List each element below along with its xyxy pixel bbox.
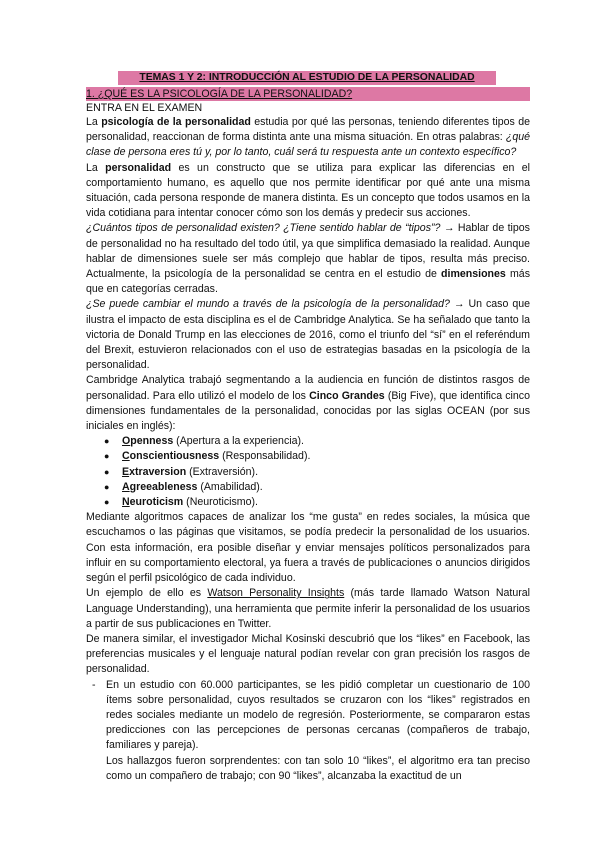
trait-initial: O [122, 435, 131, 448]
text: Un ejemplo de ello es [86, 587, 208, 600]
bold-term: dimensiones [441, 268, 506, 281]
trait-initial: E [122, 465, 130, 478]
paragraph-watson [86, 586, 530, 632]
italic-question: ¿Se puede cambiar el mundo a través de la psicología de la personalidad? [86, 298, 450, 311]
page-content [86, 71, 530, 784]
trait-initial: A [122, 480, 130, 493]
trait-name: penness [130, 435, 174, 448]
trait-note: (Amabilidad). [197, 480, 263, 493]
paragraph-definition [86, 115, 530, 161]
document-title: TEMAS 1 Y 2: INTRODUCCIÓN AL ESTUDIO DE LA PERSONALIDAD [118, 71, 496, 85]
study-description: En un estudio con 60.000 participantes, se les pidió completar un cuestionario de 100 ítems sobre personalidad, cuyos resultados se cruzaron con los “likes” registrados en redes sociales mediante un modelo de regresión. Posteriormente, se compararon estas predicciones con las percepciones de personas cercanas (compañeros de trabajo, familiares y pareja). [106, 678, 530, 752]
bold-term: Cinco Grandes [309, 389, 385, 402]
italic-question: ¿Cuántos tipos de personalidad existen? ¿Tiene sentido hablar de “tipos”? [86, 222, 441, 235]
list-item [86, 495, 530, 510]
dash-list-item [86, 678, 530, 784]
big-five-list [86, 434, 530, 510]
trait-name: xtraversion [129, 465, 187, 478]
trait-name: greeableness [129, 480, 198, 493]
study-findings: Los hallazgos fueron sorprendentes: con tan solo 10 “likes”, el algoritmo era tan preciso como un compañero de trabajo; con 90 “likes”, alcanzaba la exactitud de un [106, 754, 530, 782]
text: → Un caso que ilustra el impacto de esta disciplina es el de Cambridge Analytica. Se ha señalado que tanto la victoria de Donald Trump en las elecciones de 2016, como el triunfo del “sí” en el referéndum del Brexit, estuvieron relacionados con el uso de estrategias basadas en la psicología de la personalidad. [86, 298, 530, 372]
text: (Big Five), que identifica cinco dimensiones fundamentales de la personalidad, conocidas por las siglas OCEAN (por sus iniciales en inglés): [86, 389, 530, 433]
trait-initial: C [122, 450, 130, 463]
text: (más tarde llamado Watson Natural Language Understanding), una herramienta que permite inferir la personalidad de los usuarios a partir de sus publicaciones en Twitter. [86, 587, 530, 630]
watson-link[interactable]: Watson Personality Insights [207, 587, 345, 600]
trait-initial: N [122, 496, 130, 509]
text: La [86, 161, 106, 174]
paragraph-segmentation [86, 373, 530, 434]
trait-note: (Neuroticismo). [183, 496, 258, 509]
italic-question: ¿qué clase de persona eres tú y, por lo tanto, cuál será tu respuesta ante un contexto específico? [86, 131, 530, 159]
trait-note: (Apertura a la experiencia). [173, 435, 304, 448]
text: La [86, 116, 102, 128]
list-item [86, 465, 530, 480]
text: → Hablar de tipos de personalidad no ha resultado del todo útil, ya que simplifica demasiado la realidad. Aunque hablar de dimensiones suele ser más complejo que hablar de tipos, resulta más preciso. Actualmente, la psicología de la personalidad se centra en el estudio de [86, 222, 530, 281]
text: más que en categorías cerradas. [86, 268, 530, 296]
bold-term: psicología de la personalidad [101, 116, 251, 128]
text: Cambridge Analytica trabajó segmentando a la audiencia en función de distintos rasgos de personalidad. Para ello utilizó el modelo de los [86, 374, 530, 402]
exam-note: ENTRA EN EL EXAMEN [86, 102, 203, 114]
paragraph-kosinski: De manera similar, el investigador Michal Kosinski descubrió que los “likes” en Facebook, las preferencias musicales y el lenguaje natural podían revelar con gran precisión los rasgos de personalidad. [86, 632, 530, 676]
dash-marker: - [92, 678, 96, 691]
trait-name: onscientiousness [129, 450, 220, 463]
paragraph-cambridge [86, 297, 530, 373]
bold-term: personalidad [105, 161, 172, 174]
text: es un constructo que se utiliza para explicar las diferencias en el comportamiento humano, es aquello que nos permite identificar por qué ante una misma situación, cada persona responde de manera distinta. Es un concepto que todos usamos en la vida cotidiana para intentar conocer cómo son los demás y predecir sus acciones. [86, 161, 530, 220]
trait-note: (Responsabilidad). [219, 450, 311, 463]
section-heading: 1. ¿QUÉ ES LA PSICOLOGÍA DE LA PERSONALIDAD? [86, 87, 530, 101]
paragraph-algorithms: Mediante algoritmos capaces de analizar los “me gusta” en redes sociales, la música que escuchamos o las páginas que visitamos, se podía predecir la personalidad de los usuarios. Con esta información, era posible diseñar y enviar mensajes políticos personalizados para influir en su comportamiento electoral, ya fuera a través de publicaciones o anuncios dirigidos según el perfil psicológico de cada individuo. [86, 511, 530, 585]
trait-name: euroticism [129, 496, 184, 509]
list-item [86, 434, 530, 449]
paragraph-personality [86, 161, 530, 222]
text: estudia por qué las personas, teniendo diferentes tipos de personalidad, reaccionan de forma distinta ante una misma situación. En otras palabras: [86, 116, 530, 144]
paragraph-types [86, 221, 530, 297]
trait-note: (Extraversión). [186, 465, 259, 478]
list-item [86, 480, 530, 495]
list-item [86, 449, 530, 464]
